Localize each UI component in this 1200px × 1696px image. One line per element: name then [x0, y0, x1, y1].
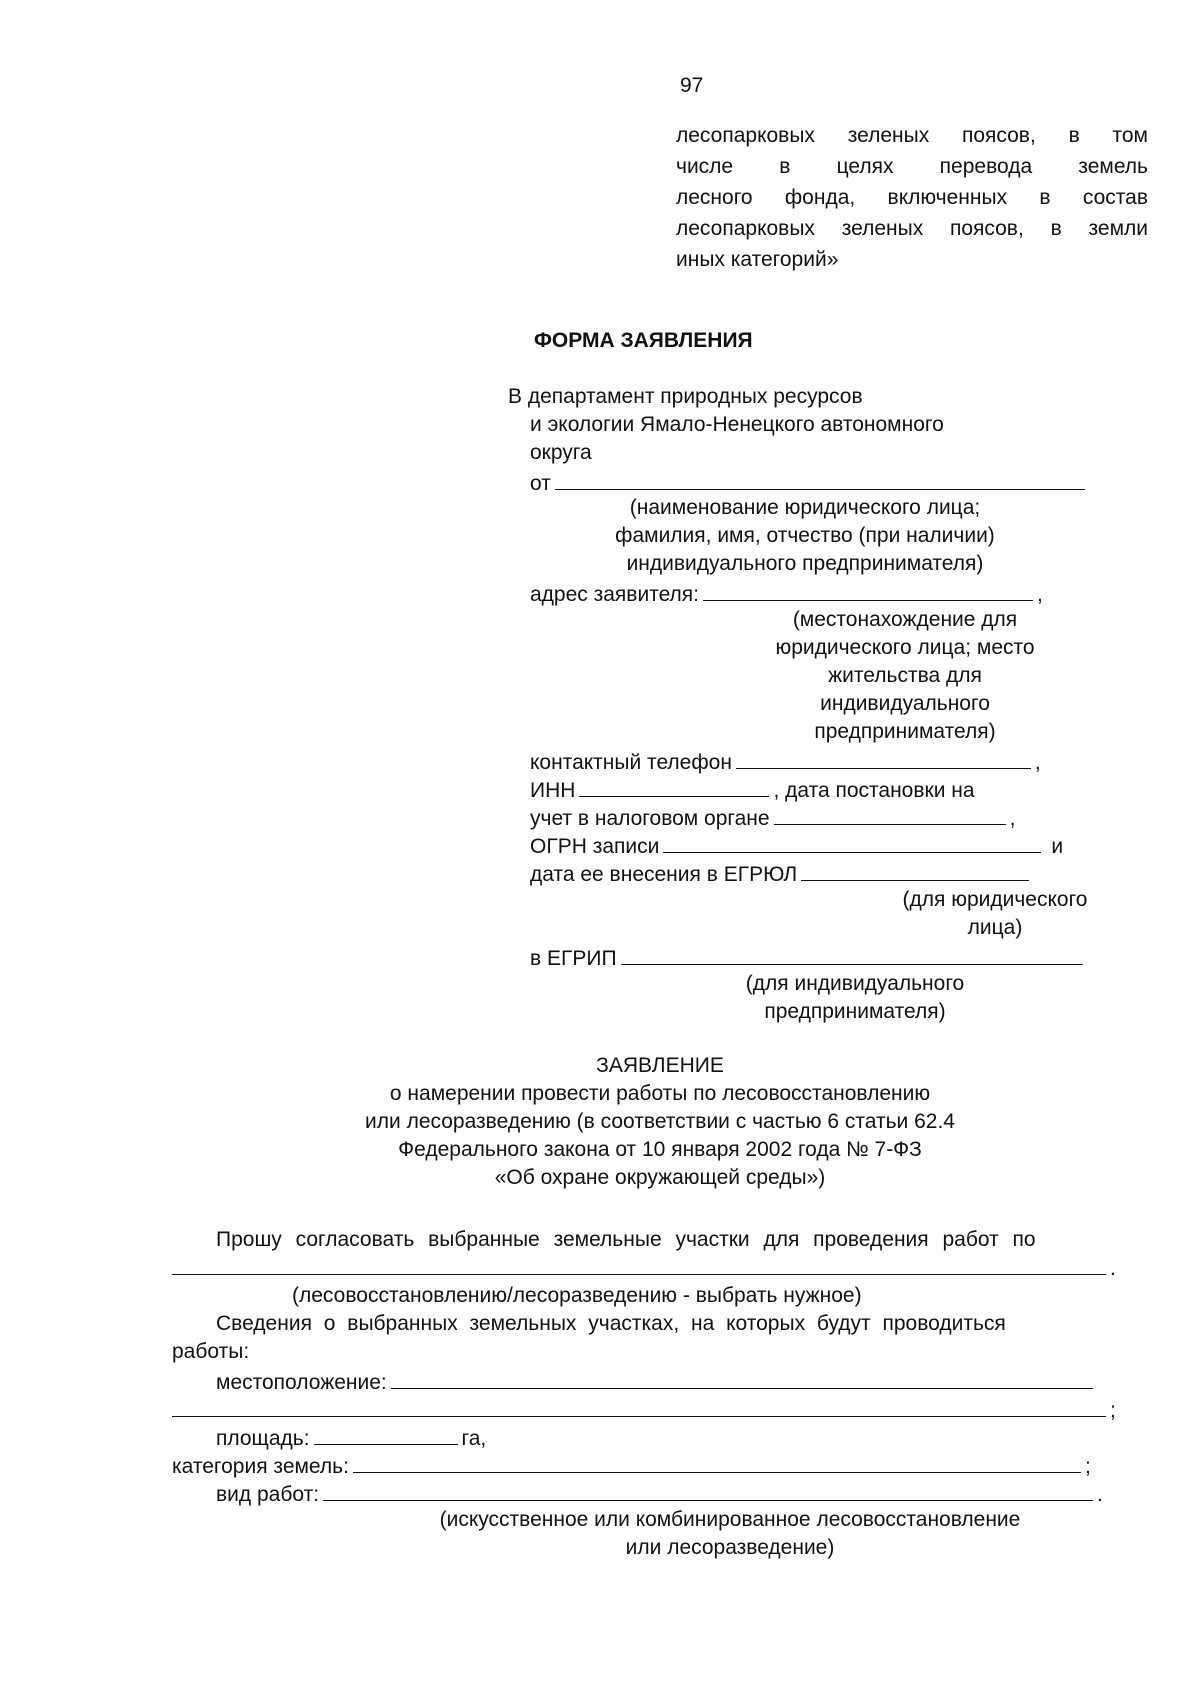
work-kind-field[interactable]	[172, 1252, 1106, 1275]
work-type-hint: или лесоразведение)	[625, 1536, 835, 1559]
egrip-label: в ЕГРИП	[530, 947, 617, 970]
comma: ,	[1009, 807, 1016, 830]
category-field[interactable]	[353, 1450, 1081, 1473]
ogrn-field[interactable]	[663, 830, 1041, 853]
inn-row	[530, 774, 975, 805]
inn-label: ИНН	[530, 779, 576, 802]
area-row	[216, 1422, 486, 1453]
address-row	[530, 578, 1043, 609]
location-label: местоположение:	[216, 1371, 387, 1394]
addressee-line: округа	[530, 441, 592, 464]
addressee-line: и экологии Ямало-Ненецкого автономного	[530, 413, 944, 436]
period: .	[1097, 1483, 1103, 1506]
egrul-field[interactable]	[801, 858, 1029, 881]
caption-line: числе в целях перевода земель	[676, 155, 1148, 178]
category-row	[172, 1450, 1091, 1481]
ogrn-row	[530, 830, 1063, 861]
work-type-hint: (искусственное или комбинированное лесовосстановление	[439, 1508, 1021, 1531]
egrul-label: дата ее внесения в ЕГРЮЛ	[530, 863, 798, 886]
caption-line: лесопарковых зеленых поясов, в земли	[676, 217, 1148, 240]
address-label: адрес заявителя:	[530, 583, 700, 606]
ogrn-and: и	[1051, 835, 1064, 858]
caption-line: лесного фонда, включенных в состав	[676, 186, 1148, 209]
info-line: работы:	[172, 1340, 250, 1363]
egrip-field[interactable]	[621, 942, 1083, 965]
address-field[interactable]	[703, 578, 1033, 601]
info-line: Сведения о выбранных земельных участках, на которых будут проводиться	[216, 1312, 1006, 1335]
addressee-line: В департамент природных ресурсов	[508, 385, 863, 408]
category-label: категория земель:	[172, 1455, 349, 1478]
location-row-2	[172, 1394, 1116, 1425]
area-field[interactable]	[314, 1422, 458, 1445]
comma: ,	[1037, 583, 1043, 606]
request-text: Прошу согласовать выбранные земельные участки для проведения работ по	[216, 1228, 1036, 1251]
statement-title: ЗАЯВЛЕНИЕ	[596, 1054, 724, 1077]
work-kind-row	[172, 1252, 1116, 1283]
page-number: 97	[680, 74, 704, 97]
inn-field[interactable]	[579, 774, 769, 797]
from-hint: фамилия, имя, отчество (при наличии)	[615, 524, 995, 547]
address-hint: (местонахождение для	[792, 608, 1018, 631]
from-hint: индивидуального предпринимателя)	[626, 552, 984, 575]
location-row	[216, 1366, 1097, 1397]
work-type-label: вид работ:	[216, 1483, 320, 1506]
egrip-hint: предпринимателя)	[764, 1000, 946, 1023]
period: .	[1110, 1257, 1116, 1280]
from-hint: (наименование юридического лица;	[629, 496, 981, 519]
semicolon: ;	[1084, 1455, 1091, 1478]
tax-label: учет в налоговом органе	[530, 807, 770, 830]
comma: ,	[1034, 751, 1041, 774]
address-hint: жительства для	[828, 664, 982, 687]
semicolon: ;	[1110, 1399, 1116, 1422]
work-type-field[interactable]	[323, 1478, 1093, 1501]
area-unit: га,	[461, 1427, 487, 1450]
work-kind-hint: (лесовосстановлению/лесоразведению - выбрать нужное)	[292, 1284, 862, 1307]
location-field-2[interactable]	[172, 1394, 1106, 1417]
tax-row	[530, 802, 1015, 833]
inn-date-label: , дата постановки на	[773, 779, 975, 802]
egrul-row	[530, 858, 1033, 889]
egrul-hint: лица)	[967, 916, 1023, 939]
work-type-row	[216, 1478, 1103, 1509]
address-hint: индивидуального	[820, 692, 990, 715]
egrul-hint: (для юридического	[902, 888, 1088, 911]
tax-field[interactable]	[774, 802, 1006, 825]
statement-subtitle: о намерении провести работы по лесовосстановлению	[389, 1082, 931, 1105]
statement-subtitle: или лесоразведению (в соответствии с частью 6 статьи 62.4	[365, 1110, 955, 1133]
ogrn-label: ОГРН записи	[530, 835, 660, 858]
caption-line: лесопарковых зеленых поясов, в том	[676, 124, 1148, 147]
from-label: от	[530, 472, 551, 495]
statement-subtitle: Федерального закона от 10 января 2002 года № 7-ФЗ	[398, 1138, 922, 1161]
phone-label: контактный телефон	[530, 751, 732, 774]
area-label: площадь:	[216, 1427, 310, 1450]
egrip-row	[530, 942, 1087, 973]
address-hint: предпринимателя)	[814, 720, 996, 743]
caption-line: иных категорий»	[676, 248, 839, 271]
from-field[interactable]	[555, 467, 1085, 490]
egrip-hint: (для индивидуального	[745, 972, 965, 995]
location-field[interactable]	[391, 1366, 1093, 1389]
form-title: ФОРМА ЗАЯВЛЕНИЯ	[534, 329, 753, 352]
phone-row	[530, 746, 1041, 777]
caption-block	[676, 120, 1148, 275]
statement-subtitle: «Об охране окружающей среды»)	[494, 1166, 826, 1189]
phone-field[interactable]	[736, 746, 1031, 769]
address-hint: юридического лица; место	[775, 636, 1035, 659]
